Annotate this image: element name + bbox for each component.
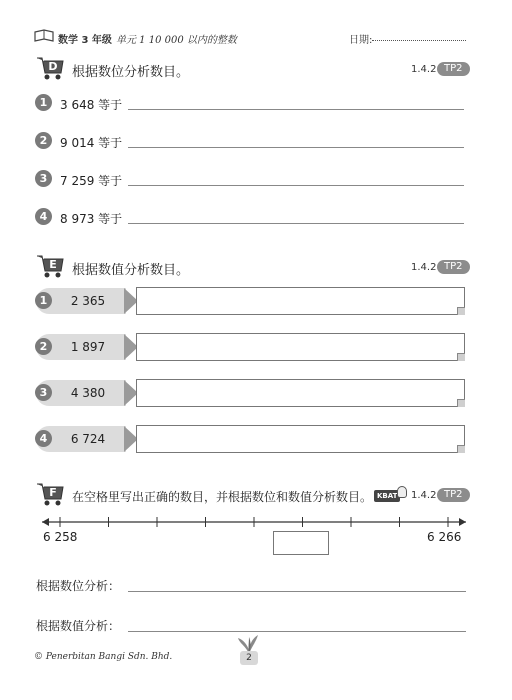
section-f-ref: 1.4.2	[411, 490, 437, 501]
section-d-title: 根据数位分析数目。	[72, 65, 190, 80]
question-text: 7 259 等于	[60, 174, 123, 188]
section-f-tp-badge: TP2	[437, 488, 470, 502]
question-number: 2	[35, 338, 52, 355]
question-number: 3	[35, 170, 52, 187]
question-text: 8 973 等于	[60, 212, 123, 226]
question-number: 4	[35, 430, 52, 447]
place-value-label: 根据数位分析：	[36, 579, 121, 593]
question-number: 3	[35, 384, 52, 401]
section-d-tp-badge: TP2	[437, 62, 470, 76]
question-number: 2	[35, 132, 52, 149]
question-text: 3 648 等于	[60, 98, 123, 112]
page-curl-icon	[457, 399, 465, 407]
arrow-left-icon	[42, 518, 49, 526]
cart-f-icon	[36, 481, 64, 507]
answer-line[interactable]	[128, 109, 464, 110]
number-value: 1 897	[70, 340, 106, 354]
arrow-right-icon	[459, 518, 466, 526]
number-line-answer-box[interactable]	[273, 531, 329, 555]
section-e-letter: E	[49, 258, 57, 271]
answer-box[interactable]	[136, 333, 465, 361]
answer-line[interactable]	[128, 223, 464, 224]
cart-d-icon	[36, 55, 64, 81]
copyright-text: © Penerbitan Bangi Sdn. Bhd.	[34, 652, 173, 662]
question-number: 4	[35, 208, 52, 225]
page-curl-icon	[457, 445, 465, 453]
section-e-tp-badge: TP2	[437, 260, 470, 274]
number-line-end-label: 6 266	[427, 530, 462, 544]
section-e-title: 根据数值分析数目。	[72, 263, 190, 278]
answer-box[interactable]	[136, 425, 465, 453]
answer-line[interactable]	[128, 185, 464, 186]
cart-e-icon	[36, 253, 64, 279]
unit-label: 单元 1 10 000 以内的整数	[116, 35, 237, 46]
place-value-answer-line[interactable]	[128, 591, 466, 592]
subject-label: 数学 3 年级	[58, 35, 112, 46]
date-input-line[interactable]	[372, 40, 466, 41]
kbat-badge: KBAT	[374, 490, 400, 502]
question-number: 1	[35, 292, 52, 309]
book-icon	[34, 29, 54, 43]
page-curl-icon	[457, 307, 465, 315]
number-value: 4 380	[70, 386, 106, 400]
section-f-title: 在空格里写出正确的数目，并根据数位和数值分析数目。	[72, 490, 373, 504]
page-curl-icon	[457, 353, 465, 361]
number-line	[40, 512, 468, 532]
date-label: 日期:	[349, 35, 373, 46]
answer-box[interactable]	[136, 379, 465, 407]
value-analysis-answer-line[interactable]	[128, 631, 466, 632]
question-number: 1	[35, 94, 52, 111]
number-value: 6 724	[70, 432, 106, 446]
section-e-ref: 1.4.2	[411, 262, 437, 273]
answer-box[interactable]	[136, 287, 465, 315]
number-line-start-label: 6 258	[43, 530, 78, 544]
page-number: 2	[240, 651, 258, 665]
section-d-letter: D	[48, 60, 58, 73]
answer-line[interactable]	[128, 147, 464, 148]
lightbulb-icon	[397, 486, 407, 498]
section-d-ref: 1.4.2	[411, 64, 437, 75]
value-analysis-label: 根据数值分析：	[36, 619, 121, 633]
section-f-letter: F	[49, 486, 57, 499]
question-text: 9 014 等于	[60, 136, 123, 150]
number-value: 2 365	[70, 294, 106, 308]
